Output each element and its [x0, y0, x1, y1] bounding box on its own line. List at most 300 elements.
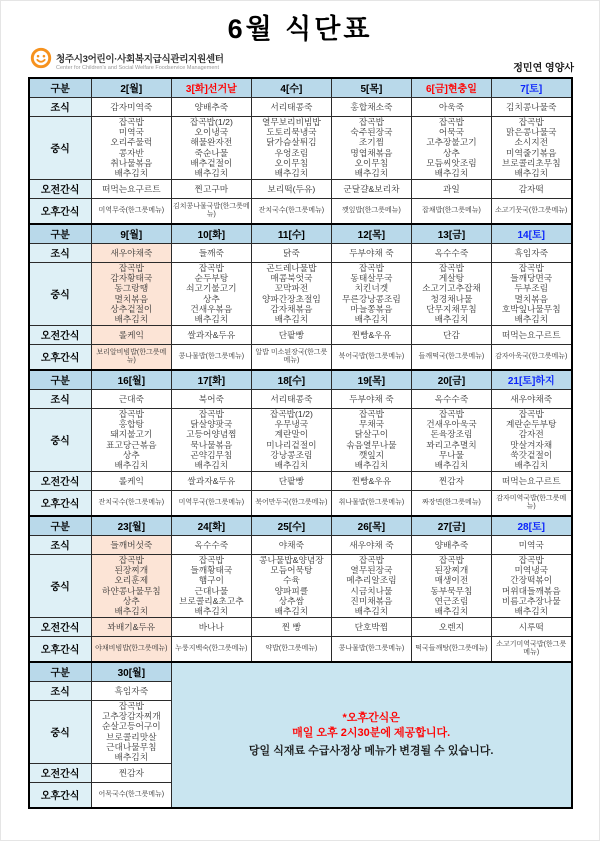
- breakfast-cell: 새우야채죽: [491, 389, 571, 408]
- lunch-item: 잡곡밥: [118, 700, 144, 711]
- lunch-item: 배추김치: [274, 459, 309, 470]
- am-snack-cell: 바나나: [171, 617, 251, 636]
- lunch-item: 배추김치: [114, 313, 149, 324]
- lunch-item: 배추김치: [274, 313, 309, 324]
- row-label-am-snack: 오전간식: [29, 763, 92, 782]
- lunch-item: 매생이전: [434, 575, 469, 586]
- lunch-item: 닭살양팟국: [190, 419, 233, 430]
- am-snack-cell: 찐 빵: [251, 617, 331, 636]
- row-label-breakfast: 조식: [29, 97, 92, 116]
- lunch-item: 배추김치: [354, 167, 389, 178]
- day-header-cell: 2[월]: [91, 78, 171, 97]
- lunch-item: 어묵국: [438, 127, 465, 138]
- lunch-item: 오리주물럭: [110, 137, 153, 148]
- lunch-item: 미역냉국: [514, 565, 549, 576]
- pm-snack-cell: 취나물밥(한그릇메뉴): [331, 490, 411, 516]
- lunch-item: 표고당근볶음: [106, 439, 157, 450]
- lunch-item: 연근조림: [434, 595, 469, 606]
- lunch-item: 소고기고추잡채: [422, 283, 481, 294]
- am-snack-cell: 롤케익: [91, 325, 171, 344]
- lunch-item: 배추김치: [114, 751, 149, 762]
- breakfast-cell: 두부야채 죽: [331, 243, 411, 262]
- lunch-item: 치킨너겟: [354, 283, 389, 294]
- lunch-cell: [491, 262, 571, 325]
- notice-line-3: 당일 식재료 수급사정상 메뉴가 변경될 수 있습니다.: [248, 745, 494, 757]
- lunch-item: 솎음열무나물: [346, 439, 397, 450]
- breakfast-cell: 김치콩나물죽: [491, 97, 571, 116]
- lunch-item: 된장찌개: [434, 565, 469, 576]
- lunch-item: 상추: [202, 293, 220, 304]
- lunch-item: 머위대들깨볶음: [501, 585, 561, 596]
- lunch-item: 조기찜: [358, 137, 384, 148]
- day-header-cell: 11[수]: [251, 224, 331, 243]
- lunch-item: 홍합탕: [118, 419, 144, 430]
- day-header-cell: 5[목]: [331, 78, 411, 97]
- row-label-breakfast: 조식: [29, 243, 92, 262]
- row-label-breakfast: 조식: [29, 681, 92, 700]
- lunch-cell: [91, 116, 171, 179]
- lunch-cell: [411, 116, 491, 179]
- lunch-item: 해물완자전: [190, 137, 233, 148]
- lunch-cell: [251, 408, 331, 471]
- am-snack-cell: 쌀과자&두유: [171, 325, 251, 344]
- lunch-item: 잡곡밥: [518, 262, 544, 273]
- lunch-item: 청경채나물: [430, 293, 473, 304]
- lunch-item: 배추김치: [514, 167, 549, 178]
- lunch-item: 잡곡밥: [358, 554, 384, 565]
- breakfast-cell: 새우야채죽: [91, 243, 171, 262]
- lunch-item: 브로콜리맛살: [106, 731, 157, 742]
- lunch-cell: [91, 408, 171, 471]
- lunch-item: 우무냉국: [274, 419, 309, 430]
- lunch-item: 무나물: [438, 449, 465, 460]
- org-name-en: Center for Children's and Social Welfare Foodservice Management: [56, 64, 219, 71]
- am-snack-cell: 쌀과자&두유: [171, 471, 251, 490]
- breakfast-cell: 옥수수죽: [411, 243, 491, 262]
- lunch-item: 고등어양념찜: [186, 429, 237, 440]
- lunch-item: 근대나물: [194, 585, 229, 596]
- lunch-item: 배추김치: [434, 313, 469, 324]
- lunch-item: 고추장불고기: [426, 137, 477, 148]
- pm-snack-cell: 떡국들깨탕(한그릇메뉴): [411, 636, 491, 662]
- lunch-item: 오리훈제: [114, 575, 149, 586]
- breakfast-cell: 두부야채 죽: [331, 389, 411, 408]
- lunch-item: 취나물볶음: [110, 157, 153, 168]
- am-snack-cell: 단호박찜: [331, 617, 411, 636]
- day-header-cell: 13[금]: [411, 224, 491, 243]
- pm-snack-cell: 콩나물밥(한그릇메뉴): [331, 636, 411, 662]
- lunch-item: 배추김치: [514, 459, 549, 470]
- lunch-cell: [251, 554, 331, 617]
- row-label-category: 구분: [29, 662, 92, 681]
- lunch-item: 단무지채무침: [426, 303, 477, 314]
- lunch-item: 건새우볶음: [190, 303, 233, 314]
- lunch-item: 잡곡밥: [198, 554, 224, 565]
- lunch-item: 깻잎지: [358, 449, 384, 460]
- am-snack-cell: 단감: [411, 325, 491, 344]
- pm-snack-cell: 김치콩나물국밥(한그릇메뉴): [171, 198, 251, 224]
- pm-snack-cell: 잡채밥(한그릇메뉴): [411, 198, 491, 224]
- row-label-pm-snack: 오후간식: [29, 782, 92, 808]
- row-label-lunch: 중식: [29, 700, 92, 763]
- lunch-item: 동부묵무침: [430, 585, 473, 596]
- lunch-cell: [491, 116, 571, 179]
- lunch-item: 잡곡밥: [438, 262, 465, 273]
- am-snack-cell: 찐감자: [411, 471, 491, 490]
- lunch-item: 오이냉국: [194, 127, 229, 138]
- lunch-item: 감자전: [518, 429, 544, 440]
- lunch-item: 잡곡밥: [438, 116, 465, 127]
- lunch-item: 잡곡밥: [518, 116, 544, 127]
- lunch-item: 열무보리비빔밥: [262, 116, 321, 127]
- lunch-cell: [171, 262, 251, 325]
- lunch-item: 배추김치: [194, 459, 229, 470]
- lunch-cell: [411, 554, 491, 617]
- lunch-item: 곤드레나물밥: [266, 262, 317, 273]
- day-header-cell: 7[토]: [491, 78, 571, 97]
- day-header-cell: 26[목]: [331, 516, 411, 535]
- lunch-item: 간장떡볶이: [510, 575, 553, 586]
- row-label-breakfast: 조식: [29, 535, 92, 554]
- lunch-item: 동태살무국: [350, 273, 393, 284]
- lunch-item: 숙주된장국: [350, 127, 393, 138]
- lunch-item: 수육: [282, 575, 300, 586]
- meal-plan-table: [28, 77, 573, 809]
- lunch-item: 마늘쫑볶음: [350, 303, 393, 314]
- lunch-item: 우엉조림: [274, 147, 309, 158]
- pm-snack-cell: 미역무국(한그릇메뉴): [171, 490, 251, 516]
- row-label-am-snack: 오전간식: [29, 325, 92, 344]
- pm-snack-cell: 들깨떡국(한그릇메뉴): [411, 344, 491, 370]
- breakfast-cell: 흑임자죽: [91, 681, 171, 700]
- pm-snack-cell: 북어국밥(한그릇메뉴): [331, 344, 411, 370]
- am-snack-cell: 찐고구마: [171, 179, 251, 198]
- day-header-cell: 4[수]: [251, 78, 331, 97]
- lunch-item: 양파간장초절임: [262, 293, 321, 304]
- am-snack-cell: 롤케익: [91, 471, 171, 490]
- lunch-item: 열무된장국: [350, 565, 393, 576]
- breakfast-cell: 서리태콩죽: [251, 389, 331, 408]
- lunch-item: 잡곡밥: [118, 116, 144, 127]
- week-table-5: [28, 661, 573, 809]
- lunch-item: 순두부탕: [194, 273, 229, 284]
- org-name-block: [56, 51, 224, 71]
- week-table-2: [28, 223, 573, 371]
- breakfast-cell: 아욱죽: [411, 97, 491, 116]
- lunch-item: 잡곡밥: [358, 408, 384, 419]
- lunch-cell: [171, 116, 251, 179]
- lunch-item: 감자황태국: [110, 273, 153, 284]
- smiley-logo-icon: [30, 47, 52, 74]
- lunch-item: 배추김치: [514, 605, 549, 616]
- row-label-lunch: 중식: [29, 554, 92, 617]
- am-snack-cell: 찐빵&우유: [331, 325, 411, 344]
- lunch-item: 상추: [122, 595, 140, 606]
- pm-snack-cell: 야채비빔밥(한그릇메뉴): [91, 636, 171, 662]
- day-header-cell: 10[화]: [171, 224, 251, 243]
- day-header-cell: 20[금]: [411, 370, 491, 389]
- am-snack-cell: 찐감자: [91, 763, 171, 782]
- row-label-pm-snack: 오후간식: [29, 490, 92, 516]
- breakfast-cell: 북어죽: [171, 389, 251, 408]
- am-snack-cell: 찐빵&우유: [331, 471, 411, 490]
- day-header-cell: 30[월]: [91, 662, 171, 681]
- lunch-cell: [411, 408, 491, 471]
- lunch-item: 배추김치: [194, 605, 229, 616]
- row-label-category: 구분: [29, 224, 92, 243]
- lunch-item: 잡곡밥: [518, 408, 544, 419]
- am-snack-cell: 오렌지: [411, 617, 491, 636]
- lunch-item: 죽순나물: [194, 147, 229, 158]
- lunch-item: 맑은콩나물국: [506, 127, 557, 138]
- week-table-3: [28, 369, 573, 517]
- lunch-item: 시금치나물: [350, 585, 393, 596]
- day-header-cell: 25[수]: [251, 516, 331, 535]
- day-header-cell: 6[금]현충일: [411, 78, 491, 97]
- row-label-lunch: 중식: [29, 262, 92, 325]
- lunch-item: 콩자반: [118, 147, 144, 158]
- lunch-item: 배추김치: [274, 167, 309, 178]
- lunch-item: 모듬어묵탕: [270, 565, 313, 576]
- day-header-cell: 12[목]: [331, 224, 411, 243]
- lunch-item: 들깨당면국: [510, 273, 553, 284]
- row-label-am-snack: 오전간식: [29, 617, 92, 636]
- lunch-item: 멸치볶음: [514, 293, 549, 304]
- lunch-cell: [91, 262, 171, 325]
- pm-snack-cell: 북어만두국(한그릇메뉴): [251, 490, 331, 516]
- lunch-item: 닭가슴살튀김: [266, 137, 317, 148]
- lunch-item: 상추: [122, 449, 140, 460]
- row-label-category: 구분: [29, 78, 92, 97]
- row-label-am-snack: 오전간식: [29, 179, 92, 198]
- breakfast-cell: 들깨버섯죽: [91, 535, 171, 554]
- pm-snack-cell: 소고기뭇국(한그릇메뉴): [491, 198, 571, 224]
- lunch-item: 감자채볶음: [270, 303, 313, 314]
- day-header-cell: 21[토]하지: [491, 370, 571, 389]
- lunch-item: 오이무침: [274, 157, 309, 168]
- lunch-item: 배추김치: [114, 605, 149, 616]
- am-snack-cell: 떠먹는요구르트: [491, 325, 571, 344]
- org-logo: [30, 47, 224, 74]
- lunch-item: 미역줄기볶음: [506, 147, 557, 158]
- lunch-item: 잡곡밥: [518, 554, 544, 565]
- lunch-item: 배추김치: [194, 167, 229, 178]
- lunch-item: 상추쌈: [278, 595, 304, 606]
- am-snack-cell: 꽈배기&두유: [91, 617, 171, 636]
- day-header-cell: 18[수]: [251, 370, 331, 389]
- am-snack-cell: 단팥빵: [251, 471, 331, 490]
- lunch-item: 닭살구이: [354, 429, 389, 440]
- lunch-item: 들깨황태국: [190, 565, 233, 576]
- lunch-item: 잡곡밥: [358, 116, 384, 127]
- lunch-item: 된장찌개: [114, 565, 149, 576]
- row-label-pm-snack: 오후간식: [29, 344, 92, 370]
- row-label-pm-snack: 오후간식: [29, 636, 92, 662]
- lunch-item: 멸치볶음: [114, 293, 149, 304]
- lunch-item: 동그랑땡: [114, 283, 149, 294]
- lunch-item: 고추장감자찌개: [101, 711, 161, 722]
- subheader: [30, 47, 574, 74]
- lunch-item: 하얀콩나물무침: [101, 585, 161, 596]
- pm-snack-cell: 감자아욱국(한그릇메뉴): [491, 344, 571, 370]
- pm-snack-cell: 어묵국수(한그릇메뉴): [91, 782, 171, 808]
- lunch-item: 햄구이: [198, 575, 224, 586]
- lunch-item: 배추김치: [194, 313, 229, 324]
- breakfast-cell: 홍합채소죽: [331, 97, 411, 116]
- lunch-item: 도토리묵냉국: [266, 127, 317, 138]
- pm-snack-cell: 잔치국수(한그릇메뉴): [251, 198, 331, 224]
- lunch-cell: [91, 700, 171, 763]
- lunch-item: 꼬막파전: [274, 283, 309, 294]
- lunch-item: 브로콜리초무침: [501, 157, 561, 168]
- lunch-item: 배추김치: [514, 313, 549, 324]
- breakfast-cell: 양배추죽: [411, 535, 491, 554]
- lunch-item: 계란순두부탕: [506, 419, 557, 430]
- lunch-item: 배추김치: [434, 459, 469, 470]
- breakfast-cell: 서리태콩죽: [251, 97, 331, 116]
- breakfast-cell: 들깨죽: [171, 243, 251, 262]
- breakfast-cell: 새우야채 죽: [331, 535, 411, 554]
- lunch-cell: [251, 116, 331, 179]
- lunch-item: 강낭콩조림: [270, 449, 313, 460]
- lunch-item: 브로콜리&초고추: [179, 595, 244, 606]
- pm-snack-cell: 알밥 미소된장국(한그릇메뉴): [251, 344, 331, 370]
- breakfast-cell: 닭죽: [251, 243, 331, 262]
- lunch-cell: [331, 554, 411, 617]
- pm-snack-cell: 잔치국수(한그릇메뉴): [91, 490, 171, 516]
- lunch-item: 잡곡밥: [198, 262, 224, 273]
- pm-snack-cell: 미역무죽(한그릇메뉴): [91, 198, 171, 224]
- lunch-cell: [171, 408, 251, 471]
- pm-snack-cell: 누룽지백숙(한그릇메뉴): [171, 636, 251, 662]
- lunch-item: 배추김치: [434, 167, 469, 178]
- page-title: 6월 식단표: [227, 14, 373, 44]
- day-header-cell: 9[월]: [91, 224, 171, 243]
- breakfast-cell: 미역국: [491, 535, 571, 554]
- lunch-item: 메추리알조림: [346, 575, 397, 586]
- lunch-item: 근대나물무침: [106, 741, 157, 752]
- notice-block: [171, 662, 571, 808]
- lunch-item: 잡곡밥: [198, 408, 224, 419]
- lunch-item: 무채국: [358, 419, 384, 430]
- week-table-4: [28, 515, 573, 663]
- day-header-cell: 23[월]: [91, 516, 171, 535]
- lunch-item: 순살고등어구이: [101, 721, 161, 732]
- lunch-item: 양파피클: [274, 585, 309, 596]
- breakfast-cell: 감자미역죽: [91, 97, 171, 116]
- lunch-cell: [251, 262, 331, 325]
- am-snack-cell: 떠먹는요구르트: [91, 179, 171, 198]
- lunch-item: 상추: [443, 147, 460, 158]
- lunch-item: 비름고추장나물: [501, 595, 561, 606]
- lunch-item: 게살탕: [438, 273, 465, 284]
- lunch-item: 배추김치: [114, 167, 149, 178]
- lunch-cell: [331, 116, 411, 179]
- pm-snack-cell: 약밥(한그릇메뉴): [251, 636, 331, 662]
- lunch-item: 진미채볶음: [350, 595, 393, 606]
- lunch-cell: [411, 262, 491, 325]
- row-label-category: 구분: [29, 370, 92, 389]
- lunch-item: 배추김치: [114, 459, 149, 470]
- nutritionist-name: 정민연 영양사: [513, 63, 574, 74]
- lunch-item: 맛살겨자채: [510, 439, 553, 450]
- day-header-cell: 27[금]: [411, 516, 491, 535]
- am-snack-cell: 시루떡: [491, 617, 571, 636]
- lunch-item: 건새우아욱국: [426, 419, 477, 430]
- lunch-item: 꽈리고추멸치: [426, 439, 477, 450]
- row-label-pm-snack: 오후간식: [29, 198, 92, 224]
- day-header-cell: 28[토]: [491, 516, 571, 535]
- pm-snack-cell: 보리알비빔밥(한그릇메뉴): [91, 344, 171, 370]
- row-label-category: 구분: [29, 516, 92, 535]
- lunch-cell: [491, 554, 571, 617]
- lunch-item: 잡곡밥: [118, 408, 144, 419]
- org-name: 청주시3어린이·사회복지급식관리지원센터: [56, 53, 224, 65]
- pm-snack-cell: 깻잎밥(한그릇메뉴): [331, 198, 411, 224]
- lunch-item: 잡곡밥(1/2): [269, 408, 313, 419]
- lunch-item: 소시지전: [514, 137, 549, 148]
- am-snack-cell: 군달걀&보리차: [331, 179, 411, 198]
- row-label-lunch: 중식: [29, 408, 92, 471]
- row-label-breakfast: 조식: [29, 389, 92, 408]
- lunch-cell: [171, 554, 251, 617]
- am-snack-cell: 단팥빵: [251, 325, 331, 344]
- lunch-item: 콩나물밥&양념장: [259, 554, 324, 565]
- row-label-am-snack: 오전간식: [29, 471, 92, 490]
- pm-snack-cell: 소고기미역국밥(한그릇메뉴): [491, 636, 571, 662]
- day-header-cell: 19[목]: [331, 370, 411, 389]
- lunch-item: 상추겉절이: [110, 303, 153, 314]
- am-snack-cell: 보리떡(두유): [251, 179, 331, 198]
- am-snack-cell: 감자떡: [491, 179, 571, 198]
- lunch-item: 호박잎나물무침: [501, 303, 561, 314]
- day-header-cell: 24[화]: [171, 516, 251, 535]
- breakfast-cell: 옥수수죽: [411, 389, 491, 408]
- lunch-item: 무른강낭콩조림: [342, 293, 401, 304]
- day-header-cell: 3[화]선거날: [171, 78, 251, 97]
- lunch-item: 명엽채볶음: [350, 147, 393, 158]
- lunch-item: 계란말이: [274, 429, 309, 440]
- lunch-item: 잡곡밥: [358, 262, 384, 273]
- lunch-item: 배추김치: [354, 313, 389, 324]
- lunch-cell: [331, 408, 411, 471]
- lunch-item: 묵나물볶음: [190, 439, 233, 450]
- pm-snack-cell: 콩나물밥(한그릇메뉴): [171, 344, 251, 370]
- breakfast-cell: 양배추죽: [171, 97, 251, 116]
- lunch-item: 모듬씨앗조림: [426, 157, 477, 168]
- lunch-item: 잡곡밥: [438, 408, 465, 419]
- notice-line-2: 매일 오후 2시30분에 제공합니다.: [292, 727, 451, 739]
- lunch-item: 잡곡밥: [118, 262, 144, 273]
- lunch-item: 미나리겉절이: [266, 439, 317, 450]
- day-header-cell: 17[화]: [171, 370, 251, 389]
- lunch-item: 배추김치: [434, 605, 469, 616]
- lunch-item: 쇠고기불고기: [186, 283, 237, 294]
- lunch-item: 매콤북엇국: [270, 273, 313, 284]
- lunch-item: 두부조림: [514, 283, 549, 294]
- breakfast-cell: 근대죽: [91, 389, 171, 408]
- lunch-item: 잡곡밥(1/2): [189, 116, 233, 127]
- pm-snack-cell: 감자미역국밥(한그릇메뉴): [491, 490, 571, 516]
- lunch-cell: [331, 262, 411, 325]
- lunch-item: 곤약김무침: [190, 449, 233, 460]
- lunch-item: 잡곡밥: [118, 554, 144, 565]
- breakfast-cell: 야채죽: [251, 535, 331, 554]
- lunch-item: 배추겉절이: [190, 157, 233, 168]
- lunch-item: 오이무침: [354, 157, 389, 168]
- lunch-item: 돼지불고기: [110, 429, 153, 440]
- breakfast-cell: 옥수수죽: [171, 535, 251, 554]
